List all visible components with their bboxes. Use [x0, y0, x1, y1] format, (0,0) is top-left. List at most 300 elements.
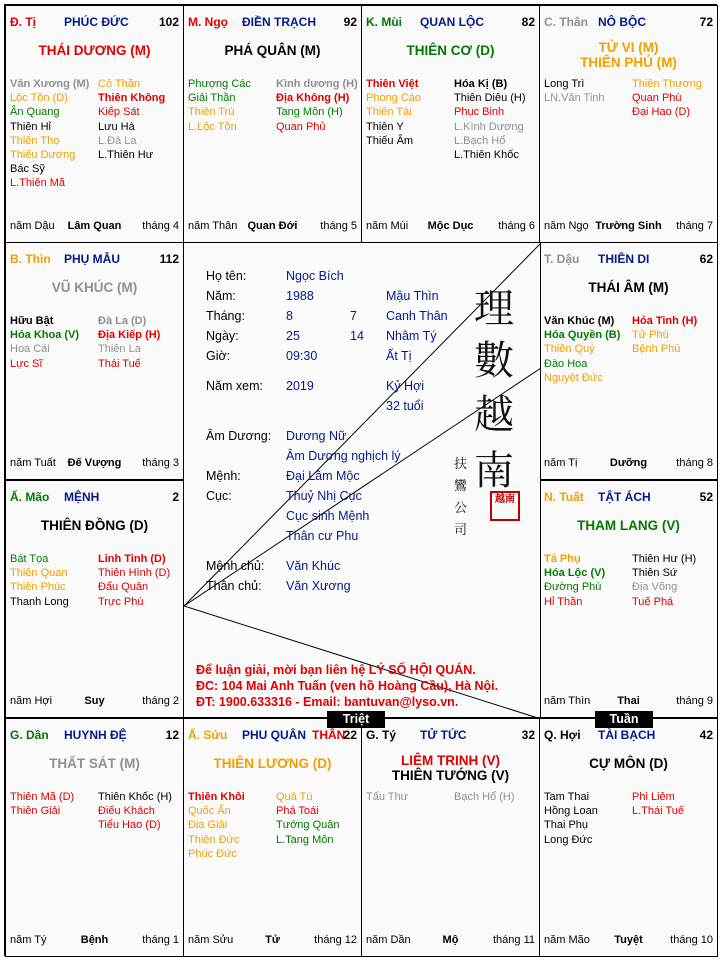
nam-label: Năm:	[206, 289, 236, 303]
cuc-note-1: Cục sinh Mệnh	[286, 509, 370, 523]
palace-branch: Q. Hợi	[544, 728, 581, 742]
minor-star: Địa Võng	[632, 581, 678, 594]
minor-star: Long Trì	[544, 78, 585, 90]
minor-star: Phúc Đức	[188, 847, 237, 860]
palace-cell-thin	[5, 242, 184, 480]
am-duong-value: Dương Nữ	[286, 429, 347, 443]
minor-star: Thiên Giải	[10, 805, 61, 818]
month-label: tháng 8	[676, 457, 713, 469]
contact-address: ĐC: 104 Mai Anh Tuấn (ven hồ Hoàng Cầu), Hà Nội.	[196, 679, 499, 693]
minor-star: Thiên Quan	[10, 567, 68, 580]
palace-branch: C. Thân	[544, 15, 588, 29]
palace-name: ĐIỀN TRẠCH	[242, 15, 316, 29]
palace-name: NÔ BỘC	[598, 15, 646, 29]
star-column-left	[544, 314, 620, 385]
main-star: THÁI ÂM (M)	[588, 280, 669, 295]
minor-star: Nguyệt Đức	[544, 371, 603, 384]
star-column-left	[544, 790, 598, 847]
minor-star: L.Bạch Hổ	[454, 134, 506, 147]
palace-footer	[544, 220, 713, 234]
palace-name: PHỤ MẪU	[64, 252, 120, 266]
star-column-right	[98, 790, 172, 833]
star-column-right	[454, 790, 515, 804]
palace-header	[188, 15, 357, 29]
cuc-note-2: Thân cư Phu	[286, 529, 359, 543]
minor-star: Quả Tú	[276, 791, 313, 803]
minor-star: Phá Toái	[276, 805, 319, 818]
palace-name: TÀI BẠCH	[598, 728, 656, 742]
star-column-right	[632, 314, 697, 357]
month-label: tháng 4	[142, 220, 179, 232]
seal-char-4: 南	[474, 448, 514, 494]
thang-can-chi: Canh Thân	[386, 309, 448, 323]
palace-name: THIÊN DI	[598, 252, 650, 266]
palace-branch: M. Ngọ	[188, 15, 228, 29]
star-column-left	[366, 790, 408, 804]
minor-star: Thiên Khôi	[188, 791, 245, 803]
main-stars	[184, 756, 361, 771]
minor-star: Lực Sĩ	[10, 357, 43, 370]
star-column-right	[98, 314, 160, 371]
palace-cell-hoi	[539, 718, 718, 957]
red-seal-stamp: 越南	[490, 491, 520, 521]
palace-number: 72	[699, 15, 713, 29]
palace-footer	[10, 695, 179, 709]
palace-header	[10, 252, 179, 266]
minor-star: Thiên Quý	[544, 343, 595, 356]
ho-ten-value: Ngọc Bích	[286, 269, 344, 283]
palace-branch: G. Dần	[10, 728, 49, 742]
life-stage: Tuyệt	[614, 934, 643, 946]
minor-star: Phục Binh	[454, 106, 505, 119]
palace-name: MỆNH	[64, 490, 100, 504]
minor-star: Đường Phù	[544, 581, 602, 594]
minor-star: L.Đà La	[98, 134, 137, 147]
thang-am: 7	[350, 309, 357, 323]
star-column-right	[98, 77, 165, 162]
star-column-left	[10, 552, 69, 609]
palace-footer	[366, 934, 535, 948]
minor-star: Địa Giải	[188, 819, 228, 832]
palace-footer	[10, 934, 179, 948]
palace-name: TẬT ÁCH	[598, 490, 651, 504]
minor-star: L.Thiên Mã	[10, 177, 66, 190]
nam-value: 1988	[286, 289, 314, 303]
minor-star: Phượng Các	[188, 78, 251, 90]
palace-branch: T. Dậu	[544, 252, 580, 266]
minor-star: Thiên La	[98, 343, 141, 356]
minor-star: Điếu Khách	[98, 805, 155, 818]
palace-name: PHU QUÂN	[242, 728, 307, 742]
star-column-left	[366, 77, 421, 148]
life-stage: Quan Đới	[247, 220, 298, 232]
month-label: tháng 6	[498, 220, 535, 232]
contact-phone-email: ĐT: 1900.633316 - Email: bantuvan@lyso.vn.	[196, 695, 459, 709]
palace-header	[366, 15, 535, 29]
minor-star: Văn Xương (M)	[10, 78, 90, 90]
palace-branch: K. Mùi	[366, 15, 402, 29]
seal-small-4: 司	[454, 523, 468, 538]
minor-star: Ân Quang	[10, 106, 60, 119]
minor-star: Đà La (D)	[98, 315, 147, 327]
main-stars	[6, 280, 183, 295]
limit-year: năm Ngọ	[544, 220, 589, 232]
minor-star: Thiên Hỉ	[10, 120, 51, 133]
life-stage: Đế Vượng	[67, 457, 122, 469]
palace-header	[544, 15, 713, 29]
main-star: THẤT SÁT (M)	[49, 756, 140, 771]
month-label: tháng 1	[142, 934, 179, 946]
palace-branch: B. Thìn	[10, 252, 51, 266]
palace-cell-dan	[5, 718, 184, 957]
star-column-right	[276, 77, 358, 134]
star-column-left	[188, 77, 251, 134]
life-stage: Mộ	[442, 934, 459, 946]
palace-branch: Đ. Tị	[10, 15, 36, 29]
minor-star: Bát Tọa	[10, 553, 49, 565]
main-stars	[540, 280, 717, 295]
gio-label: Giờ:	[206, 349, 231, 363]
minor-star: Hỉ Thần	[544, 595, 583, 608]
main-star: PHÁ QUÂN (M)	[224, 43, 321, 58]
minor-star: L.Lộc Tồn	[188, 120, 237, 133]
minor-star: Giải Thần	[188, 92, 236, 105]
month-label: tháng 2	[142, 695, 179, 707]
palace-cell-ty	[361, 718, 540, 957]
minor-star: Tam Thai	[544, 791, 590, 803]
palace-footer	[544, 457, 713, 471]
ho-ten-label: Họ tên:	[206, 269, 247, 283]
palace-header	[188, 728, 357, 742]
month-label: tháng 9	[676, 695, 713, 707]
star-column-left	[10, 77, 89, 191]
main-stars	[6, 756, 183, 771]
minor-star: Thiên Thương	[632, 78, 703, 90]
minor-star: Hóa Quyền (B)	[544, 329, 621, 342]
minor-star: Quan Phủ	[276, 120, 326, 133]
minor-star: Thiên Hình (D)	[98, 567, 171, 580]
ngay-can-chi: Nhâm Tý	[386, 329, 437, 343]
month-label: tháng 7	[676, 220, 713, 232]
palace-number: 2	[172, 490, 179, 504]
minor-star: Bác Sỹ	[10, 163, 45, 176]
minor-star: Thiên Không	[98, 92, 166, 105]
limit-year: năm Tý	[10, 934, 47, 946]
minor-star: Thiên Phúc	[10, 581, 66, 594]
minor-star: Hoa Cái	[10, 343, 50, 356]
minor-star: Thanh Long	[10, 595, 69, 608]
minor-star: Hóa Kị (B)	[454, 78, 508, 90]
star-column-left	[544, 552, 605, 609]
month-label: tháng 5	[320, 220, 357, 232]
palace-header	[10, 728, 179, 742]
palace-number: 82	[521, 15, 535, 29]
palace-header	[544, 728, 713, 742]
than-chu-value: Văn Xương	[286, 579, 351, 593]
horoscope-chart	[4, 4, 717, 956]
star-column-left	[10, 790, 74, 818]
minor-star: Quan Phù	[632, 92, 682, 105]
nam-xem-value: 2019	[286, 379, 314, 393]
nam-xem-can-chi: Kỷ Hợi	[386, 379, 425, 393]
palace-branch: Ấ. Mão	[10, 490, 50, 504]
minor-star: Đào Hoa	[544, 357, 588, 370]
month-label: tháng 12	[314, 934, 357, 946]
main-star: THIÊN CƠ (D)	[406, 43, 495, 58]
palace-footer	[544, 695, 713, 709]
palace-cell-mao	[5, 480, 184, 718]
palace-number: 42	[699, 728, 713, 742]
palace-name: TỬ TỨC	[420, 728, 467, 742]
gio-value: 09:30	[286, 349, 318, 363]
palace-number: 102	[158, 15, 179, 29]
minor-star: Hữu Bật	[10, 315, 54, 327]
palace-footer	[188, 220, 357, 234]
seal-small-2: 鸞	[454, 479, 468, 494]
minor-star: Thiên Sứ	[632, 567, 678, 580]
palace-cell-ti	[5, 5, 184, 243]
minor-star: Thiên Thọ	[10, 134, 60, 147]
minor-star: Phi Liêm	[632, 791, 675, 803]
minor-star: Linh Tinh (D)	[98, 553, 166, 565]
palace-number: 52	[699, 490, 713, 504]
life-stage: Trường Sinh	[595, 220, 662, 232]
minor-star: Lưu Hà	[98, 120, 135, 133]
month-label: tháng 10	[670, 934, 713, 946]
palace-header	[10, 490, 179, 504]
minor-star: Bệnh Phù	[632, 343, 681, 356]
palace-footer	[544, 934, 713, 948]
seal-char-3: 越	[474, 392, 514, 438]
main-stars	[362, 43, 539, 58]
minor-star: Thiên Đức	[188, 833, 240, 846]
minor-star: Tướng Quân	[276, 819, 340, 832]
palace-number: 112	[159, 252, 179, 266]
minor-star: Thiên Trù	[188, 106, 235, 119]
star-column-right	[632, 77, 702, 120]
minor-star: L.Kình Dương	[454, 120, 524, 133]
main-stars	[540, 40, 717, 70]
main-star: LIÊM TRINH (V)	[401, 753, 500, 768]
palace-cell-dau	[539, 242, 718, 480]
main-star: THIÊN ĐỒNG (D)	[40, 518, 149, 533]
minor-star: Thiếu Dương	[10, 148, 76, 161]
seal-small-3: 公	[454, 501, 468, 516]
palace-header	[366, 728, 535, 742]
star-column-right	[454, 77, 526, 162]
minor-star: Thiên Diêu (H)	[454, 92, 526, 105]
cuc-label: Cục:	[206, 489, 232, 503]
star-column-right	[276, 790, 340, 847]
main-star: THIÊN LƯƠNG (D)	[213, 756, 332, 771]
limit-year: năm Tuất	[10, 457, 56, 469]
am-duong-label: Âm Dương:	[206, 429, 272, 443]
ngay-value: 25	[286, 329, 300, 343]
seal-small-1: 扶	[454, 457, 468, 472]
palace-branch: Ấ. Sửu	[188, 728, 228, 742]
tuan-marker: Tuần	[595, 711, 653, 728]
minor-star: Lộc Tồn (D)	[10, 92, 68, 105]
month-label: tháng 3	[142, 457, 179, 469]
minor-star: Trực Phù	[98, 595, 144, 608]
menh-label: Mệnh:	[206, 469, 241, 483]
limit-year: năm Thân	[188, 220, 238, 232]
nam-can-chi: Mậu Thìn	[386, 289, 439, 303]
minor-star: Kình dương (H)	[276, 78, 358, 90]
minor-star: Tang Môn (H)	[276, 106, 343, 119]
limit-year: năm Hợi	[10, 695, 53, 707]
life-stage: Lâm Quan	[67, 220, 122, 232]
minor-star: LN.Văn Tinh	[544, 92, 605, 105]
minor-star: Thai Phụ	[544, 819, 589, 832]
limit-year: năm Sửu	[188, 934, 234, 946]
palace-footer	[188, 934, 357, 948]
seal-char-1: 理	[474, 286, 514, 332]
main-star: CỰ MÔN (D)	[589, 756, 668, 771]
than-marker: THÂN	[312, 728, 346, 742]
month-label: tháng 11	[492, 934, 535, 946]
palace-header	[544, 490, 713, 504]
palace-footer	[10, 457, 179, 471]
palace-number: 92	[343, 15, 357, 29]
star-column-right	[632, 790, 684, 818]
minor-star: L.Thiên Hư	[98, 148, 154, 161]
minor-star: Văn Khúc (M)	[544, 315, 615, 327]
main-stars	[6, 518, 183, 533]
minor-star: Tiểu Hao (D)	[98, 819, 161, 832]
star-column-left	[544, 77, 605, 105]
minor-star: Hỏa Tinh (H)	[632, 315, 698, 327]
palace-name: PHÚC ĐỨC	[64, 15, 129, 29]
palace-footer	[10, 220, 179, 234]
main-star: THAM LANG (V)	[577, 518, 680, 533]
life-stage: Tử	[265, 934, 280, 946]
minor-star: Thiên Hư (H)	[632, 553, 697, 565]
minor-star: Cô Thần	[98, 78, 140, 90]
minor-star: L.Thiên Khốc	[454, 148, 519, 161]
minor-star: L.Tang Môn	[276, 833, 334, 846]
star-column-left	[188, 790, 245, 861]
minor-star: Tấu Thư	[366, 791, 409, 803]
minor-star: Kiếp Sát	[98, 106, 140, 119]
than-chu-label: Thân chủ:	[206, 579, 262, 593]
thang-label: Tháng:	[206, 309, 245, 323]
triet-marker: Triệt	[327, 711, 385, 728]
main-stars	[6, 43, 183, 58]
minor-star: Long Đức	[544, 833, 593, 846]
main-star: THIÊN TƯỚNG (V)	[391, 768, 510, 783]
minor-star: Phong Cáo	[366, 92, 422, 105]
minor-star: Địa Không (H)	[276, 92, 350, 105]
minor-star: Thiên Tài	[366, 106, 412, 119]
minor-star: Thiên Mã (D)	[10, 791, 75, 803]
main-star: VŨ KHÚC (M)	[51, 280, 138, 295]
ngay-am: 14	[350, 329, 364, 343]
palace-cell-suu	[183, 718, 362, 957]
palace-cell-than	[539, 5, 718, 243]
minor-star: L.Thái Tuế	[632, 805, 684, 818]
gio-can-chi: Ất Tị	[386, 349, 412, 363]
menh-chu-label: Mệnh chủ:	[206, 559, 265, 573]
main-star: TỬ VI (M)	[598, 40, 659, 55]
star-column-left	[10, 314, 79, 371]
star-column-right	[98, 552, 170, 609]
palace-number: 32	[521, 728, 535, 742]
nam-xem-label: Năm xem:	[206, 379, 263, 393]
menh-chu-value: Văn Khúc	[286, 559, 341, 573]
cuc-value: Thuỷ Nhị Cục	[286, 489, 362, 503]
main-star: THÁI DƯƠNG (M)	[38, 43, 151, 58]
menh-value: Đại Lâm Mộc	[286, 469, 360, 483]
palace-header	[10, 15, 179, 29]
minor-star: Hóa Lộc (V)	[544, 567, 606, 580]
minor-star: Tả Phụ	[544, 553, 581, 565]
main-star: THIÊN PHỦ (M)	[580, 55, 677, 70]
palace-branch: N. Tuất	[544, 490, 584, 504]
main-stars	[184, 43, 361, 58]
contact-line-1: Để luận giải, mời bạn liên hệ LÝ SỐ HỘI QUÁN.	[196, 663, 476, 677]
life-stage: Bệnh	[80, 934, 109, 946]
life-stage: Suy	[84, 695, 105, 707]
limit-year: năm Tị	[544, 457, 578, 469]
minor-star: Thiếu Âm	[366, 134, 414, 147]
palace-footer	[366, 220, 535, 234]
main-stars	[540, 518, 717, 533]
center-info-panel	[183, 242, 541, 718]
palace-cell-tuat	[539, 480, 718, 718]
seal-char-2: 數	[474, 338, 514, 384]
minor-star: Thiên Y	[366, 120, 404, 133]
minor-star: Địa Kiếp (H)	[98, 329, 161, 342]
palace-number: 22	[343, 728, 357, 742]
minor-star: Đại Hao (D)	[632, 106, 691, 119]
tuoi-value: 32 tuổi	[386, 399, 424, 413]
minor-star: Bạch Hổ (H)	[454, 791, 515, 803]
minor-star: Đẩu Quân	[98, 581, 149, 594]
limit-year: năm Mão	[544, 934, 590, 946]
minor-star: Thái Tuế	[98, 357, 141, 370]
am-duong-note: Âm Dương nghịch lý	[286, 449, 401, 463]
palace-cell-mui	[361, 5, 540, 243]
minor-star: Quốc Ấn	[188, 805, 231, 818]
star-column-right	[632, 552, 696, 609]
minor-star: Thiên Khốc (H)	[98, 791, 172, 803]
palace-header	[544, 252, 713, 266]
limit-year: năm Dậu	[10, 220, 55, 232]
minor-star: Tuế Phá	[632, 595, 674, 608]
thang-value: 8	[286, 309, 293, 323]
main-stars	[362, 753, 539, 783]
ngay-label: Ngày:	[206, 329, 239, 343]
minor-star: Hóa Khoa (V)	[10, 329, 80, 342]
limit-year: năm Thìn	[544, 695, 591, 707]
palace-branch: G. Tý	[366, 728, 397, 742]
life-stage: Thai	[617, 695, 640, 707]
palace-number: 12	[165, 728, 179, 742]
palace-number: 62	[699, 252, 713, 266]
main-stars	[540, 756, 717, 771]
minor-star: Thiên Việt	[366, 78, 419, 90]
limit-year: năm Mùi	[366, 220, 409, 232]
life-stage: Mộc Dục	[427, 220, 474, 232]
palace-name: HUYNH ĐỆ	[64, 728, 127, 742]
limit-year: năm Dần	[366, 934, 411, 946]
minor-star: Hồng Loan	[544, 805, 598, 818]
life-stage: Dưỡng	[609, 457, 648, 469]
palace-cell-ngo	[183, 5, 362, 243]
palace-name: QUAN LỘC	[420, 15, 484, 29]
minor-star: Tử Phù	[632, 329, 669, 342]
